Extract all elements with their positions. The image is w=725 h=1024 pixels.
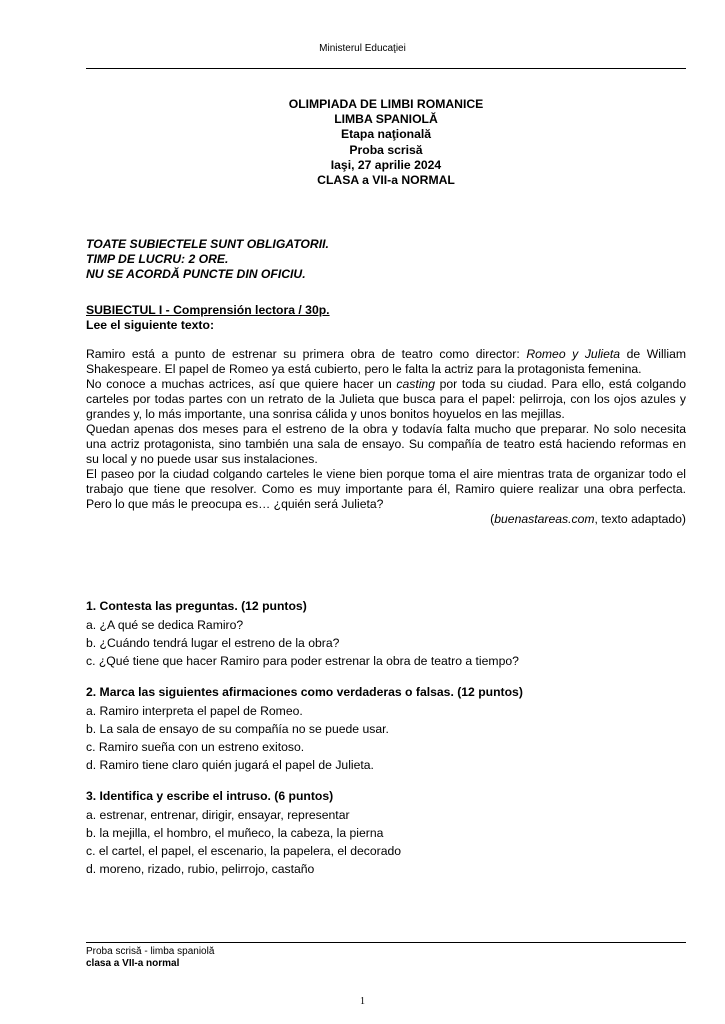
question-1-title: 1. Contesta las preguntas. (12 puntos) xyxy=(86,599,307,613)
reading-paragraph xyxy=(86,347,686,377)
question-item: a. ¿A qué se dedica Ramiro? xyxy=(86,618,244,632)
question-3 xyxy=(86,787,686,878)
reading-p2-end: por toda su ciudad. Para ello, está colgando carteles por todas partes con un retrato de la Julieta que busca para el papel: pelirroja, con los ojos azules y grandes y, lo más importante, una sonrisa cálida y unos bonitos hoyuelos en las mejillas. xyxy=(86,377,686,421)
footer-class-label: clasa a VII-a normal xyxy=(86,958,180,969)
title-line-class: CLASA a VII-a NORMAL xyxy=(317,173,455,188)
title-line-test-type: Proba scrisă xyxy=(349,142,423,157)
question-item: c. el cartel, el papel, el escenario, la papelera, el decorado xyxy=(86,844,402,858)
footer xyxy=(86,946,214,970)
reading-p1-end: de William Shakespeare. El papel de Romeo ya está cubierto, pero le falta la actriz para la protagonista femenina. xyxy=(86,347,687,376)
reading-p2-start: No conoce a muchas actrices, así que quiere hacer un xyxy=(86,377,397,391)
reading-casting-word: casting xyxy=(396,377,435,391)
subject-heading: SUBIECTUL I - Comprensión lectora / 30p. xyxy=(86,303,330,317)
question-2-title: 2. Marca las siguientes afirmaciones como verdaderas o falsas. (12 puntos) xyxy=(86,685,523,699)
question-item: a. estrenar, entrenar, dirigir, ensayar, representar xyxy=(86,808,350,822)
question-item: b. La sala de ensayo de su compañía no se puede usar. xyxy=(86,722,389,736)
reading-paragraph: El paseo por la ciudad colgando carteles le viene bien porque toma el aire mientras trata de organizar todo el trabajo que tiene que resolver. Como es muy importante para él, Ramiro quiere realizar una obra perfecta. Pero lo que más le preocupa es… ¿quién será Julieta? xyxy=(86,467,686,511)
subject-header xyxy=(86,303,686,333)
footer-test-label: Proba scrisă - limba spaniolă xyxy=(86,946,215,957)
title-line-date: Iaşi, 27 aprilie 2024 xyxy=(330,157,442,172)
reading-work-title: Romeo y Julieta xyxy=(526,347,621,361)
source-paren: ( xyxy=(490,512,495,526)
reading-p1-start: Ramiro está a punto de estrenar su primera obra de teatro como director: xyxy=(86,347,527,361)
general-instructions xyxy=(86,237,686,282)
header-ministry: Ministerul Educaţiei xyxy=(319,43,406,54)
subject-instruction: Lee el siguiente texto: xyxy=(86,318,214,332)
question-2 xyxy=(86,683,686,774)
source-site: buenastareas.com xyxy=(494,512,595,526)
question-item: d. moreno, rizado, rubio, pelirrojo, castaño xyxy=(86,862,315,876)
question-item: c. Ramiro sueña con un estreno exitoso. xyxy=(86,740,305,754)
question-item: d. Ramiro tiene claro quién jugará el papel de Julieta. xyxy=(86,758,374,772)
title-line-language: LIMBA SPANIOLĂ xyxy=(334,112,438,127)
question-item: a. Ramiro interpreta el papel de Romeo. xyxy=(86,704,303,718)
reading-paragraph xyxy=(86,377,686,422)
instruction-time: TIMP DE LUCRU: 2 ORE. xyxy=(86,252,229,266)
page-number: 1 xyxy=(360,996,365,1007)
reading-text xyxy=(86,347,686,527)
question-item: b. la mejilla, el hombro, el muñeco, la cabeza, la pierna xyxy=(86,826,384,840)
question-1 xyxy=(86,597,686,670)
footer-divider xyxy=(86,942,686,943)
question-item: c. ¿Qué tiene que hacer Ramiro para poder estrenar la obra de teatro a tiempo? xyxy=(86,654,519,668)
header-divider xyxy=(86,68,686,69)
question-3-title: 3. Identifica y escribe el intruso. (6 puntos) xyxy=(86,789,334,803)
reading-source xyxy=(86,512,686,527)
title-line-stage: Etapa naţională xyxy=(340,127,432,142)
title-line-olimpiada: OLIMPIADA DE LIMBI ROMANICE xyxy=(288,97,484,111)
instruction-mandatory: TOATE SUBIECTELE SUNT OBLIGATORII. xyxy=(86,237,329,251)
instruction-points: NU SE ACORDĂ PUNCTE DIN OFICIU. xyxy=(86,267,306,281)
question-item: b. ¿Cuándo tendrá lugar el estreno de la obra? xyxy=(86,636,340,650)
exam-title-block xyxy=(86,97,686,188)
reading-paragraph: Quedan apenas dos meses para el estreno de la obra y todavía falta mucho que preparar. No solo necesita una actriz protagonista, sino también una sala de ensayo. Su compañía de teatro está haciendo reformas en su local y no puede usar sus instalaciones. xyxy=(86,422,686,466)
source-note: , texto adaptado) xyxy=(594,512,686,526)
